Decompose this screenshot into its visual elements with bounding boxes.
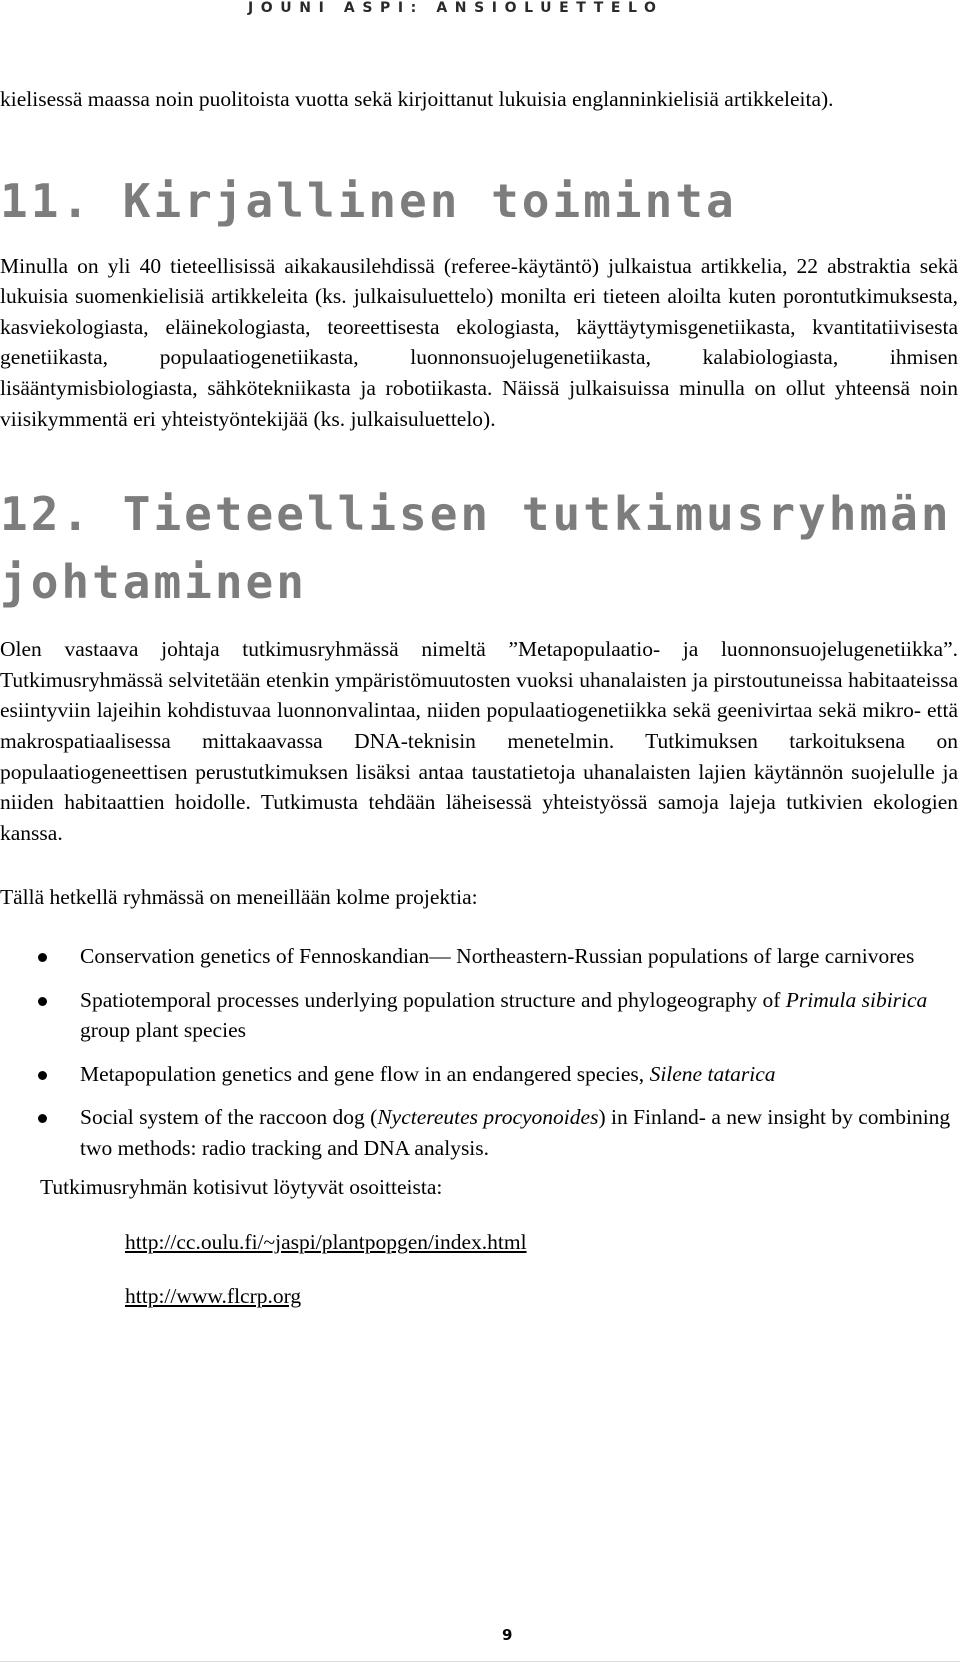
projects-intro: Tällä hetkellä ryhmässä on meneillään kolme projektia: xyxy=(0,885,478,910)
bullet-icon xyxy=(38,1071,47,1080)
intro-continuation-paragraph: kielisessä maassa noin puolitoista vuotta sekä kirjoittanut lukuisia englanninkielisiä artikkeleita). xyxy=(0,87,834,111)
homepage-link-row xyxy=(0,1281,958,1312)
bullet-icon xyxy=(38,997,47,1006)
section-11-heading: 11. Kirjallinen toiminta xyxy=(0,173,737,228)
section-11-paragraph: Minulla on yli 40 tieteellisissä aikakausilehdissä (referee-käytäntö) julkaistua artikkelia, 22 abstraktia sekä lukuisia suomenkielisiä artikkeleita (ks. julkaisuluettelo) monilta eri tieteen aloilta kuten porontutkimuksesta, kasviekologiasta, eläinekologiasta, teoreettisesta ekologiasta, käyttäytymisgenetiikasta, kvantitatiivisesta genetiikasta, populaatiogenetiikasta, luonnonsuojelugenetiikasta, kalabiologiasta, ihmisen lisääntymisbiologiasta, sähkötekniikasta ja robotiikasta. Näissä julkaisuissa minulla on ollut yhteensä noin viisikymmentä eri yhteistyöntekijää (ks. julkaisuluettelo). xyxy=(0,253,958,431)
page-content xyxy=(0,84,958,1334)
running-header: JOUNI ASPI: ANSIOLUETTELO xyxy=(248,0,664,16)
flcrp-link[interactable]: http://www.flcrp.org xyxy=(125,1283,302,1308)
project-text-post: group plant species xyxy=(80,1018,246,1043)
bullet-icon xyxy=(38,1114,47,1123)
project-item xyxy=(0,985,958,1046)
project-text-pre: Metapopulation genetics and gene flow in an endangered species, xyxy=(80,1061,650,1086)
section-12-paragraph: Olen vastaava johtaja tutkimusryhmässä nimeltä ”Metapopulaatio- ja luonnonsuojelugenetiikka”. Tutkimusryhmässä selvitetään etenkin ympäristömuutosten vuoksi uhanalaisten ja pirstoutuneissa habitaateissa esiintyviin lajeihin kohdistuvaa luonnonvalintaa, niiden populaatiogenetiikka sekä geenivirtaa sekä mikro- että makrospatiaalisessa mittakaavassa DNA-teknisin menetelmin. Tutkimuksen tarkoituksena on populaatiogeneettisen perustutkimuksen lisäksi antaa taustatietoja uhanalaisten lajien käytännön suojelulle ja niiden habitaattien hoidolle. Tutkimusta tehdään läheisessä yhteistyössä samoja lajeja tutkivien ekologien kanssa. xyxy=(0,637,958,845)
project-text-pre: Social system of the raccoon dog ( xyxy=(80,1105,378,1130)
species-name: Nyctereutes procyonoides xyxy=(377,1105,599,1130)
footer-divider xyxy=(0,1661,960,1662)
plantpopgen-link[interactable]: http://cc.oulu.fi/~jaspi/plantpopgen/index.html xyxy=(125,1230,527,1255)
species-name: Silene tatarica xyxy=(649,1061,776,1086)
project-item xyxy=(0,941,958,972)
homepage-link-row xyxy=(0,1227,958,1258)
project-item xyxy=(0,1102,958,1163)
projects-list xyxy=(0,941,958,1164)
project-text-pre: Spatiotemporal processes underlying population structure and phylogeography of xyxy=(80,987,786,1012)
project-text: Conservation genetics of Fennoskandian— Northeastern-Russian populations of large carnivores xyxy=(80,943,915,968)
bullet-icon xyxy=(38,953,47,962)
page-number: 9 xyxy=(502,1626,513,1644)
species-name: Primula sibirica xyxy=(785,987,928,1012)
homepages-intro: Tutkimusryhmän kotisivut löytyvät osoitteista: xyxy=(40,1175,443,1200)
section-12-heading: 12. Tieteellisen tutkimusryhmän johtaminen xyxy=(0,487,952,610)
project-text-post: ) in Finland- a new insight by combining two methods: radio tracking and DNA analysis. xyxy=(80,1105,951,1160)
project-item xyxy=(0,1059,958,1090)
